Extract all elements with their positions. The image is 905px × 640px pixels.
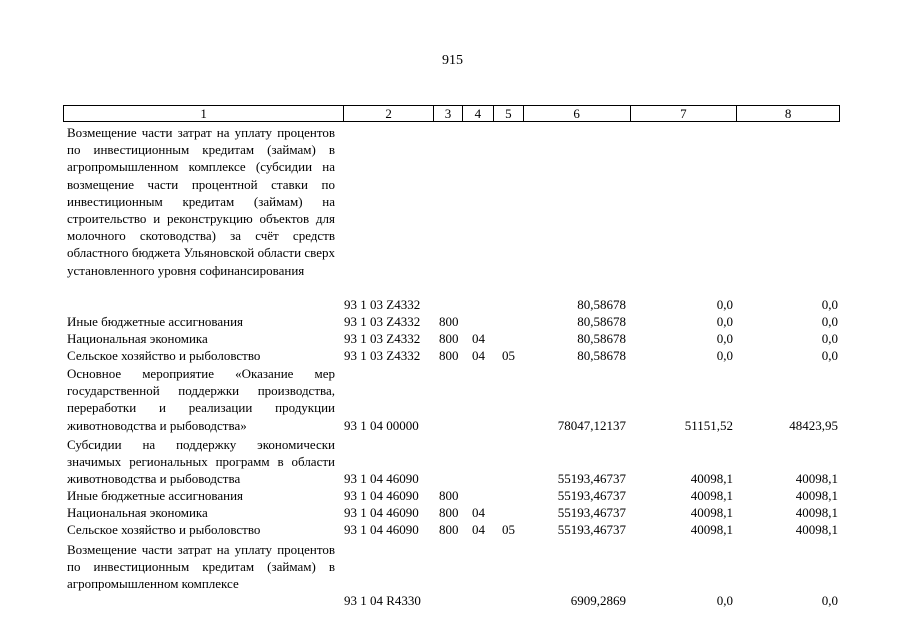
row-col-4: 04 [472,505,485,520]
row-value-6: 55193,46737 [557,488,626,503]
row-value-8: 48423,95 [789,418,838,433]
row-code: 93 1 04 46090 [344,505,419,520]
row-code: 93 1 04 46090 [344,522,419,537]
header-col-4: 4 [462,106,493,121]
row-value-6: 55193,46737 [557,505,626,520]
row-value-6: 55193,46737 [557,522,626,537]
header-col-6: 6 [523,106,630,121]
row-col-3: 800 [439,348,459,363]
header-col-5: 5 [493,106,523,121]
row-value-8: 40098,1 [795,471,838,486]
row-name: Национальная экономика [67,505,208,520]
row-col-3: 800 [439,488,459,503]
page-number: 915 [442,53,463,68]
header-col-1: 1 [200,106,207,121]
header-col-3: 3 [433,106,462,121]
row-value-7: 0,0 [716,348,733,363]
row-value-6: 80,58678 [577,331,626,346]
row-value-8: 40098,1 [795,522,838,537]
row-col-5: 05 [502,348,515,363]
row-col-4: 04 [472,522,485,537]
row-value-8: 0,0 [821,297,838,312]
row-value-7: 0,0 [716,314,733,329]
row-value-6: 80,58678 [577,297,626,312]
row-code: 93 1 04 46090 [344,471,419,486]
row-value-7: 40098,1 [690,505,733,520]
row-value-7: 0,0 [716,331,733,346]
row-name: Иные бюджетные ассигнования [67,314,244,329]
row-name: Возмещение части затрат на уплату процентов по инвестиционным кредитам (займам) в агропромышленном комплексе [67,542,335,592]
row-name: Возмещение части затрат на уплату процентов по инвестиционным кредитам (займам) в агропромышленном комплексе (субсидии на возмещение части процентной ставки по инвестиционным кредитам (займам) на строительство и реконструкцию объектов для молочного скотоводства) за счёт средств областного бюджета Ульяновской области сверх установленного уровня софинансирования [67,125,335,278]
row-value-7: 0,0 [716,297,733,312]
row-code: 93 1 04 R4330 [344,593,421,608]
row-value-7: 40098,1 [690,522,733,537]
header-col-7: 7 [630,106,737,121]
row-col-3: 800 [439,505,459,520]
row-col-3: 800 [439,331,459,346]
row-col-3: 800 [439,314,459,329]
row-value-7: 40098,1 [690,471,733,486]
row-value-7: 0,0 [716,593,733,608]
row-value-6: 80,58678 [577,314,626,329]
row-name: Субсидии на поддержку экономически значимых региональных программ в области животноводства и рыбоводства [67,437,335,487]
row-name: Сельское хозяйство и рыболовство [67,348,261,363]
row-value-8: 0,0 [821,331,838,346]
row-value-8: 0,0 [821,348,838,363]
row-code: 93 1 03 Z4332 [344,331,421,346]
row-value-6: 80,58678 [577,348,626,363]
header-col-8: 8 [736,106,839,121]
row-value-6: 78047,12137 [557,418,626,433]
row-name: Основное мероприятие «Оказание мер государственной поддержки производства, переработки и реализации продукции животноводства и рыбоводства» [67,366,335,433]
row-value-8: 0,0 [821,314,838,329]
row-value-7: 40098,1 [690,488,733,503]
row-value-6: 6909,2869 [570,593,626,608]
row-value-8: 0,0 [821,593,838,608]
row-col-4: 04 [472,348,485,363]
row-name: Национальная экономика [67,331,208,346]
row-col-4: 04 [472,331,485,346]
row-col-3: 800 [439,522,459,537]
row-name: Иные бюджетные ассигнования [67,488,244,503]
row-value-7: 51151,52 [684,418,733,433]
header-col-2: 2 [343,106,433,121]
row-code: 93 1 04 46090 [344,488,419,503]
row-value-8: 40098,1 [795,505,838,520]
row-name: Сельское хозяйство и рыболовство [67,522,261,537]
row-code: 93 1 04 00000 [344,418,419,433]
row-col-5: 05 [502,522,515,537]
row-value-6: 55193,46737 [557,471,626,486]
table-header [63,105,840,122]
row-code: 93 1 03 Z4332 [344,314,421,329]
row-value-8: 40098,1 [795,488,838,503]
row-code: 93 1 03 Z4332 [344,297,421,312]
row-code: 93 1 03 Z4332 [344,348,421,363]
